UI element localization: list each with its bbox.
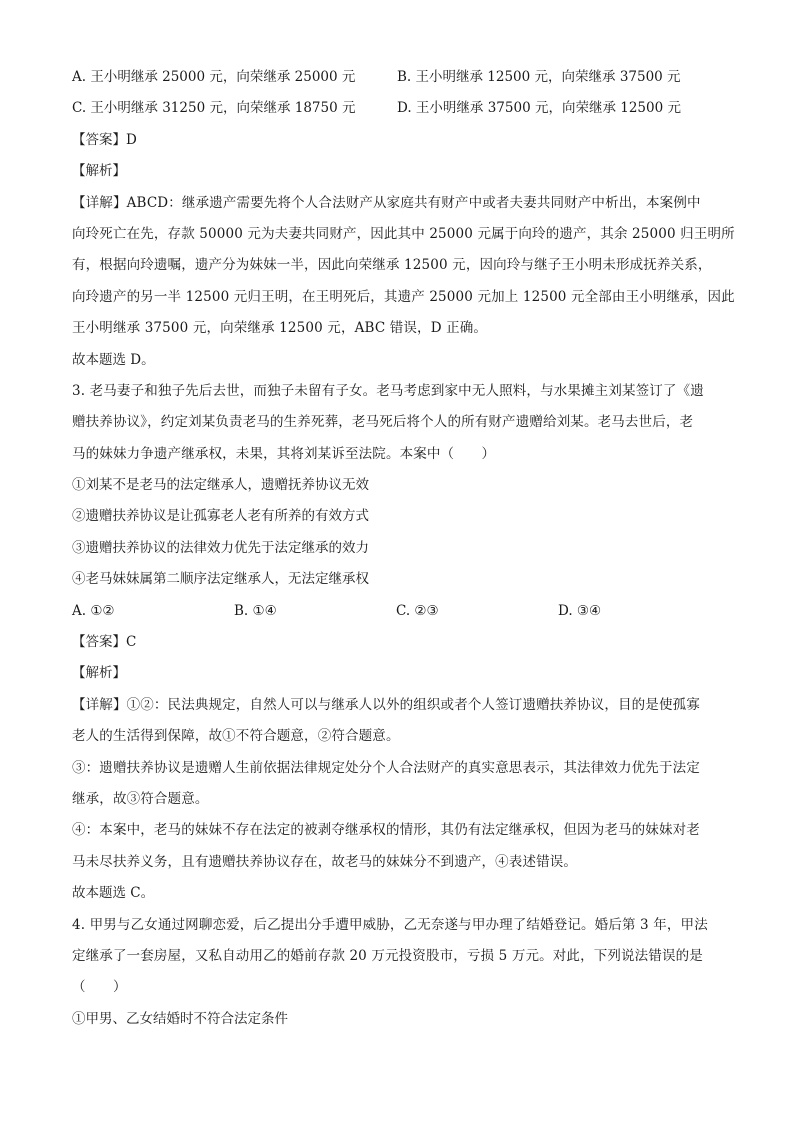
- q2-options-row-2: [72, 93, 732, 124]
- q3-statement-3: ③遗赠扶养协议的法律效力优先于法定继承的效力: [72, 539, 369, 556]
- q3-answer: 【答案】C: [72, 634, 137, 651]
- q3-detail-line: 马未尽扶养义务，且有遗赠扶养协议存在，故老马的妹妹分不到遗产，④表述错误。: [72, 853, 578, 870]
- q2-detail-line: 【详解】ABCD：继承遗产需要先将个人合法财产从家庭共有财产中或者夫妻共同财产中析出，本案例中: [72, 194, 701, 211]
- q3-stem-line: 3. 老马妻子和独子先后去世，而独子未留有子女。老马考虑到家中无人照料，与水果摊主刘某签订了《遗: [72, 382, 704, 399]
- q2-detail-line: 向玲遗产的另一半 12500 元归王明，在王明死后，其遗产 25000 元加上 12500 元全部由王小明继承，因此: [72, 288, 735, 305]
- q3-conclusion: 故本题选 C。: [72, 885, 155, 902]
- q3-statement-4: ④老马妹妹属第二顺序法定继承人，无法定继承权: [72, 571, 369, 588]
- q3-detail-line: ④：本案中，老马的妹妹不存在法定的被剥夺继承权的情形，其仍有法定继承权，但因为老马的妹妹对老: [72, 822, 700, 839]
- q3-statement-1: ①刘某不是老马的法定继承人，遗赠抚养协议无效: [72, 477, 369, 494]
- q4-statement-1: ①甲男、乙女结婚时不符合法定条件: [72, 1010, 288, 1027]
- q3-option-b[interactable]: B. ①④: [234, 602, 277, 619]
- q2-options-row-1: [72, 62, 732, 93]
- q4-stem-line: 定继承了一套房屋，又私自动用乙的婚前存款 20 万元投资股市，亏损 5 万元。对此，下列说法错误的是: [72, 947, 703, 964]
- q3-option-d[interactable]: D. ③④: [558, 602, 602, 619]
- q3-statement-2: ②遗赠扶养协议是让孤寡老人老有所养的有效方式: [72, 508, 369, 525]
- q2-option-a[interactable]: A. 王小明继承 25000 元，向荣继承 25000 元: [72, 69, 356, 85]
- document-page: [72, 62, 735, 1035]
- q3-detail-line: 继承，故③符合题意。: [72, 790, 209, 807]
- q3-options-row: [72, 596, 732, 627]
- q3-detail: [72, 690, 732, 878]
- q4-stem-line: （ ）: [72, 979, 127, 996]
- q3-option-c[interactable]: C. ②③: [396, 602, 439, 619]
- q2-answer: 【答案】D: [72, 131, 137, 148]
- q4-stem: [72, 910, 732, 1004]
- q2-analysis-label: 【解析】: [72, 163, 126, 180]
- q3-stem-line: 赠扶养协议》，约定刘某负责老马的生养死葬，老马死后将个人的所有财产遗赠给刘某。老马去世后，老: [72, 414, 694, 431]
- q2-option-d[interactable]: D. 王小明继承 37500 元，向荣继承 12500 元: [397, 100, 681, 117]
- q2-option-b[interactable]: B. 王小明继承 12500 元，向荣继承 37500 元: [397, 69, 681, 85]
- q3-option-a[interactable]: A. ①②: [72, 602, 115, 619]
- q2-conclusion: 故本题选 D。: [72, 351, 155, 368]
- q2-detail: [72, 188, 735, 345]
- q2-option-c[interactable]: C. 王小明继承 31250 元，向荣继承 18750 元: [72, 100, 356, 117]
- q3-detail-line: 老人的生活得到保障，故①不符合题意，②符合题意。: [72, 728, 400, 745]
- q3-stem-line: 马的妹妹力争遗产继承权，未果，其将刘某诉至法院。本案中（ ）: [72, 445, 496, 462]
- q2-detail-line: 王小明继承 37500 元，向荣继承 12500 元，ABC 错误，D 正确。: [72, 320, 488, 337]
- q3-detail-line: 【详解】①②：民法典规定，自然人可以与继承人以外的组织或者个人签订遗赠扶养协议，目的是使孤寡: [72, 696, 700, 713]
- q2-detail-line: 有，根据向玲遗嘱，遗产分为妹妹一半，因此向荣继承 12500 元，因向玲与继子王小明未形成抚养关系，: [72, 257, 712, 274]
- q3-detail-line: ③：遗赠扶养协议是遗赠人生前依据法律规定处分个人合法财产的真实意思表示，其法律效力优先于法定: [72, 759, 700, 776]
- q2-detail-line: 向玲死亡在先，存款 50000 元为夫妻共同财产，因此其中 25000 元属于向玲的遗产，其余 25000 归王明所: [72, 225, 735, 242]
- q3-analysis-label: 【解析】: [72, 665, 126, 682]
- q4-stem-line: 4. 甲男与乙女通过网聊恋爱，后乙提出分手遭甲威胁，乙无奈遂与甲办理了结婚登记。婚后第 3 年，甲法: [72, 916, 708, 933]
- q3-stem: [72, 376, 732, 470]
